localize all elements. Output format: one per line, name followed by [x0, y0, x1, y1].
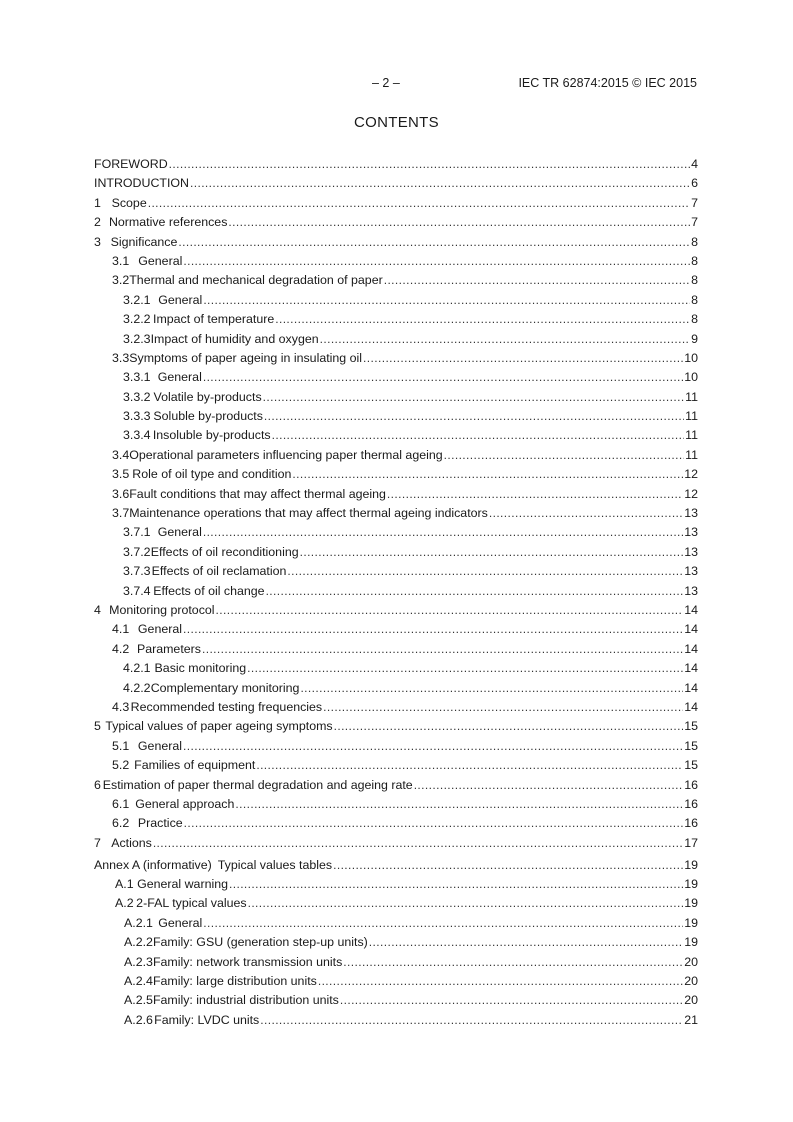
toc-entry[interactable]	[94, 351, 698, 370]
dot-leader	[287, 564, 683, 578]
dot-leader	[183, 254, 690, 268]
toc-entry-title: Basic monitoring	[154, 661, 247, 676]
dot-leader	[203, 525, 683, 539]
dot-leader	[264, 409, 684, 423]
toc-entry-page: 14	[684, 602, 698, 617]
dot-leader	[272, 428, 685, 442]
toc-entry[interactable]	[94, 758, 698, 777]
toc-entry[interactable]	[94, 584, 698, 603]
dot-leader	[216, 603, 684, 617]
dot-leader	[292, 467, 683, 481]
toc-entry-title: Family: industrial distribution units	[152, 993, 339, 1008]
toc-entry-page: 10	[684, 370, 698, 385]
toc-entry-number: 6	[94, 777, 101, 792]
dot-leader	[387, 487, 683, 501]
toc-entry-number: 4.2.1	[123, 661, 151, 676]
toc-entry-title: Fault conditions that may affect thermal ageing	[129, 486, 386, 501]
toc-entry-title: General	[137, 622, 183, 637]
toc-entry[interactable]	[94, 467, 698, 486]
toc-entry-title: Family: large distribution units	[152, 974, 317, 988]
toc-entry-title: Soluble by-products	[153, 409, 263, 424]
toc-entry-page: 16	[684, 816, 698, 831]
dot-leader	[184, 816, 684, 830]
toc-entry-page: 14	[684, 622, 698, 637]
page-title: CONTENTS	[354, 114, 439, 131]
toc-entry-page: 19	[684, 896, 698, 911]
toc-entry-title: Complementary monitoring	[150, 680, 300, 695]
dot-leader	[263, 390, 684, 404]
dot-leader	[203, 370, 683, 384]
dot-leader	[343, 955, 683, 969]
toc-entry-title: Effects of oil reconditioning	[150, 544, 299, 559]
toc-entry-title: Actions	[111, 835, 152, 850]
toc-entry-number: 5.1	[112, 738, 130, 753]
dot-leader	[320, 332, 690, 346]
toc-entry-page: 11	[685, 409, 698, 424]
toc-entry-title: Effects of oil reclamation	[151, 564, 287, 579]
toc-entry-page: 20	[684, 974, 698, 988]
toc-entry-title: Typical values tables	[217, 857, 333, 872]
dot-leader	[190, 176, 690, 190]
toc-entry-title: Scope	[111, 195, 147, 210]
toc-entry-number: 3.3.1	[123, 370, 151, 385]
toc-entry-page: 19	[684, 935, 698, 950]
toc-entry-title: Thermal and mechanical degradation of paper	[129, 273, 383, 288]
toc-entry-page: 7	[691, 195, 698, 210]
toc-entry-number: A.1	[115, 877, 134, 892]
toc-entry-page: 13	[684, 564, 698, 579]
dot-leader	[183, 739, 683, 753]
table-of-contents	[94, 157, 698, 1032]
toc-entry-number: 3.3.4	[123, 428, 151, 443]
toc-entry-title: Maintenance operations that may affect thermal ageing indicators	[129, 506, 488, 521]
toc-entry[interactable]	[94, 525, 698, 544]
toc-entry-number: 3.2.2	[123, 312, 151, 327]
toc-entry-number: 3.7.4	[123, 583, 151, 598]
toc-entry-page: 6	[691, 176, 698, 191]
dot-leader	[169, 157, 690, 171]
toc-entry-title: General	[157, 370, 202, 385]
toc-entry-number: 3.3.2	[123, 389, 151, 404]
toc-entry-number: 3.6	[112, 486, 130, 501]
toc-entry-number: 3.2.3	[123, 331, 151, 346]
toc-entry-number: A.2.5	[124, 993, 153, 1008]
toc-entry-number: 4	[94, 602, 101, 617]
toc-entry-page: 7	[691, 215, 698, 230]
toc-entry[interactable]	[94, 622, 698, 641]
toc-entry-title: Family: LVDC units	[154, 1012, 260, 1027]
toc-entry-page: 14	[684, 680, 698, 695]
toc-entry-number: 3.2.1	[123, 292, 151, 307]
toc-entry[interactable]	[94, 797, 698, 816]
toc-entry[interactable]	[94, 390, 698, 409]
toc-entry-title: Families of equipment	[134, 758, 256, 773]
toc-entry[interactable]	[94, 896, 698, 915]
toc-entry[interactable]	[94, 273, 698, 292]
toc-entry-number: 4.2	[112, 641, 130, 656]
toc-entry-title: General approach	[135, 796, 235, 811]
toc-entry-page: 8	[691, 292, 698, 307]
dot-leader	[202, 642, 683, 656]
toc-entry-number: 3.7	[112, 506, 130, 521]
toc-entry[interactable]	[94, 254, 698, 273]
toc-entry-page: 21	[684, 1012, 698, 1027]
toc-entry[interactable]	[94, 564, 698, 583]
toc-entry-page: 13	[684, 525, 698, 540]
toc-entry-title: Significance	[110, 234, 178, 249]
toc-entry-title: FOREWORD	[94, 157, 168, 171]
toc-entry-title: General	[138, 253, 183, 268]
toc-entry-page: 8	[691, 273, 698, 288]
dot-leader	[444, 448, 684, 462]
toc-entry-page: 14	[684, 641, 698, 656]
toc-entry-page: 15	[684, 758, 698, 773]
toc-entry[interactable]	[94, 681, 698, 700]
toc-entry-number: 5.2	[112, 758, 130, 773]
document-reference: IEC TR 62874:2015 © IEC 2015	[518, 76, 697, 90]
toc-entry-title: General	[158, 292, 203, 307]
toc-entry[interactable]	[94, 916, 698, 935]
toc-entry-page: 17	[684, 835, 698, 850]
dot-leader	[228, 215, 690, 229]
toc-entry[interactable]	[94, 935, 698, 954]
toc-entry-number: 3.7.2	[123, 544, 151, 559]
dot-leader	[256, 758, 683, 772]
dot-leader	[300, 681, 683, 695]
toc-entry[interactable]	[94, 332, 698, 351]
toc-entry[interactable]	[94, 719, 698, 738]
toc-entry[interactable]	[94, 700, 698, 719]
toc-entry-number: 5	[94, 719, 101, 734]
dot-leader	[300, 545, 684, 559]
toc-entry-title: Typical values of paper ageing symptoms	[105, 719, 333, 734]
toc-entry-page: 13	[684, 506, 698, 521]
toc-entry-number: 4.3	[112, 699, 130, 714]
toc-entry-page: 13	[684, 544, 698, 559]
toc-entry-title: Family: GSU (generation step-up units)	[152, 935, 368, 950]
toc-entry-title: Normative references	[108, 215, 228, 230]
toc-entry[interactable]	[94, 836, 698, 855]
dot-leader	[323, 700, 683, 714]
toc-entry-title: Impact of temperature	[153, 312, 275, 327]
toc-entry-title: General	[157, 525, 202, 540]
toc-entry-page: 15	[684, 738, 698, 753]
toc-entry-title: Insoluble by-products	[152, 428, 271, 443]
toc-entry-page: 19	[684, 857, 698, 872]
toc-entry-number: 6.2	[112, 816, 130, 831]
dot-leader	[489, 506, 683, 520]
toc-entry-number: A.2.2	[124, 935, 153, 950]
dot-leader	[183, 622, 683, 636]
toc-entry[interactable]	[94, 816, 698, 835]
toc-entry-title: General warning	[137, 877, 228, 892]
toc-entry-title: Volatile by-products	[153, 389, 262, 404]
dot-leader	[340, 993, 683, 1007]
toc-entry[interactable]	[94, 545, 698, 564]
toc-entry-page: 16	[684, 777, 698, 792]
toc-entry-number: A.2.1	[124, 915, 153, 930]
toc-entry-title: Recommended testing frequencies	[130, 699, 323, 714]
dot-leader	[334, 719, 684, 733]
toc-entry-page: 19	[684, 877, 698, 892]
toc-entry[interactable]	[94, 370, 698, 389]
toc-entry-number: 2	[94, 215, 101, 230]
toc-entry-title: INTRODUCTION	[94, 176, 189, 191]
toc-entry-page: 8	[691, 253, 698, 268]
dot-leader	[235, 797, 683, 811]
toc-entry-title: Parameters	[136, 641, 201, 656]
toc-entry-number: 6.1	[112, 796, 130, 811]
toc-entry[interactable]	[94, 955, 698, 974]
dot-leader	[203, 916, 683, 930]
toc-entry[interactable]	[94, 1013, 698, 1032]
toc-entry-number: 3.2	[112, 273, 130, 288]
toc-entry-page: 12	[684, 467, 698, 482]
toc-entry[interactable]	[94, 215, 698, 234]
toc-entry-page: 4	[691, 157, 698, 171]
toc-entry[interactable]	[94, 603, 698, 622]
toc-entry[interactable]	[94, 993, 698, 1012]
toc-entry-number: 7	[94, 835, 101, 850]
toc-entry-page: 12	[684, 486, 698, 501]
toc-entry-page: 15	[684, 719, 698, 734]
toc-entry-title: General	[137, 738, 183, 753]
toc-entry[interactable]	[94, 293, 698, 312]
toc-entry[interactable]	[94, 778, 698, 797]
dot-leader	[247, 661, 683, 675]
dot-leader	[333, 858, 683, 872]
toc-entry-title: Impact of humidity and oxygen	[150, 331, 319, 346]
toc-entry-page: 13	[684, 583, 698, 598]
toc-entry[interactable]	[94, 196, 698, 215]
toc-entry-title: Effects of oil change	[153, 583, 265, 598]
toc-entry[interactable]	[94, 487, 698, 506]
toc-entry-number: 3.4	[112, 447, 130, 462]
dot-leader	[203, 293, 690, 307]
dot-leader	[178, 235, 690, 249]
toc-entry-number: 3.1	[112, 253, 130, 268]
toc-entry-title: Monitoring protocol	[109, 602, 215, 617]
toc-entry-page: 14	[684, 699, 698, 714]
toc-entry-title: Practice	[137, 816, 183, 831]
dot-leader	[414, 778, 684, 792]
dot-leader	[318, 974, 683, 988]
dot-leader	[369, 935, 683, 949]
toc-entry[interactable]	[94, 235, 698, 254]
toc-entry-page: 20	[684, 954, 698, 969]
dot-leader	[266, 584, 684, 598]
toc-entry[interactable]	[94, 428, 698, 447]
dot-leader	[275, 312, 690, 326]
toc-entry-number: Annex A (informative)	[94, 857, 212, 872]
toc-entry[interactable]	[94, 877, 698, 896]
dot-leader	[153, 836, 683, 850]
toc-entry-number: 3.3.3	[123, 409, 151, 424]
toc-entry[interactable]	[94, 858, 698, 877]
toc-entry-page: 11	[685, 389, 698, 404]
toc-entry-number: 3.7.3	[123, 564, 151, 579]
toc-entry-number: 3.3	[112, 350, 130, 365]
toc-entry-number: 3.7.1	[123, 525, 151, 540]
toc-entry[interactable]	[94, 176, 698, 195]
toc-entry[interactable]	[94, 157, 698, 176]
toc-entry-number: A.2.3	[124, 954, 153, 969]
dot-leader	[229, 877, 683, 891]
toc-entry-title: Operational parameters influencing paper thermal ageing	[129, 447, 443, 462]
dot-leader	[260, 1013, 683, 1027]
toc-entry-title: Role of oil type and condition	[132, 467, 292, 482]
toc-entry-number: A.2.4	[124, 974, 153, 988]
toc-entry-title: General	[158, 915, 203, 930]
toc-entry[interactable]	[94, 448, 698, 467]
dot-leader	[248, 896, 684, 910]
toc-entry[interactable]	[94, 312, 698, 331]
page-number: – 2 –	[372, 76, 400, 90]
dot-leader	[148, 196, 690, 210]
toc-entry-number: A.2	[115, 896, 134, 911]
toc-entry-title: Family: network transmission units	[152, 954, 343, 969]
toc-entry[interactable]	[94, 506, 698, 525]
toc-entry[interactable]	[94, 409, 698, 428]
toc-entry-page: 14	[684, 661, 698, 676]
toc-entry[interactable]	[94, 661, 698, 680]
toc-entry-page: 20	[684, 993, 698, 1008]
toc-entry[interactable]	[94, 642, 698, 661]
toc-entry-title: 2-FAL typical values	[136, 896, 247, 911]
toc-entry-number: 3.5	[112, 467, 130, 482]
toc-entry-page: 9	[691, 331, 698, 346]
toc-entry-page: 16	[684, 796, 698, 811]
toc-entry-page: 11	[685, 447, 698, 462]
toc-entry-page: 8	[691, 234, 698, 249]
toc-entry-number: 4.2.2	[123, 680, 151, 695]
toc-entry-number: 3	[94, 234, 101, 249]
toc-entry[interactable]	[94, 739, 698, 758]
dot-leader	[384, 273, 690, 287]
toc-entry-title: Symptoms of paper ageing in insulating oil	[129, 350, 363, 365]
toc-entry[interactable]	[94, 974, 698, 993]
dot-leader	[363, 351, 683, 365]
toc-entry-title: Estimation of paper thermal degradation and ageing rate	[102, 777, 413, 792]
toc-entry-number: 1	[94, 195, 101, 210]
toc-entry-number: 4.1	[112, 622, 130, 637]
toc-entry-page: 19	[684, 915, 698, 930]
toc-entry-number: A.2.6	[124, 1012, 153, 1027]
toc-entry-page: 8	[691, 312, 698, 327]
toc-entry-page: 10	[684, 350, 698, 365]
toc-entry-page: 11	[685, 428, 698, 443]
